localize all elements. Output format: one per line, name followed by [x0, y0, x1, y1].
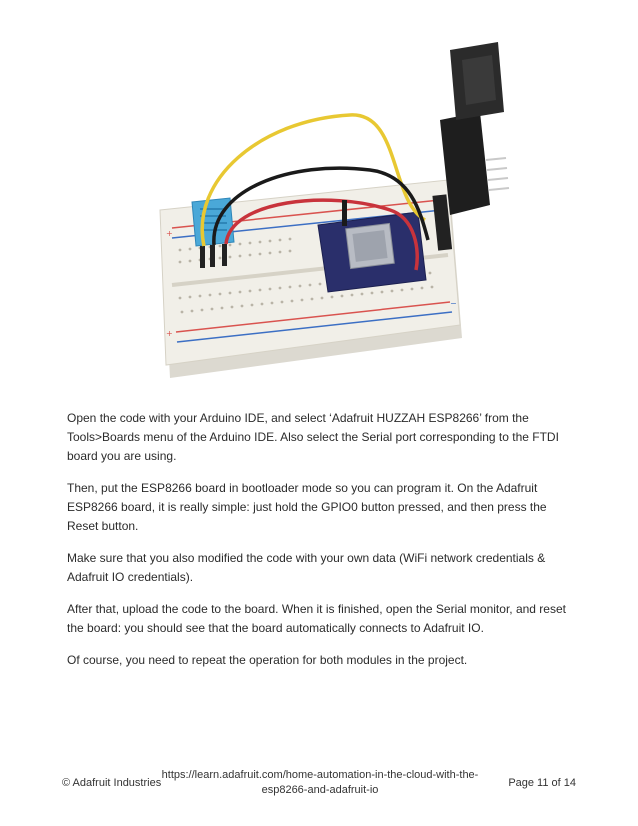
svg-text:+: +: [166, 229, 173, 238]
paragraph-upload: After that, upload the code to the board. When it is finished, open the Serial monitor, and reset the board: you should see that the board automatically connects to Adafruit IO.: [67, 602, 566, 635]
paragraph-credentials: Make sure that you also modified the code with your own data (WiFi network credentials & Adafruit IO credentials).: [67, 551, 546, 584]
page-footer: [0, 768, 638, 808]
svg-text:+: +: [166, 329, 173, 338]
paragraph-bootloader: Then, put the ESP8266 board in bootloader mode so you can program it. On the Adafruit ESP8266 board, it is really simple: just hold the GPIO0 button pressed, and then press the Reset button.: [67, 481, 547, 533]
copyright-text: © Adafruit Industries: [62, 777, 162, 789]
article-body: [67, 409, 577, 683]
svg-text:−: −: [450, 299, 457, 308]
footer-url-line2: esp8266-and-adafruit-io: [261, 784, 379, 796]
footer-url-line1: https://learn.adafruit.com/home-automation-in-the-cloud-with-the-: [161, 769, 479, 781]
footer-url[interactable]: [160, 768, 480, 798]
paragraph-select-board: Open the code with your Arduino IDE, and select ‘Adafruit HUZZAH ESP8266’ from the Tools>Boards menu of the Arduino IDE. Also select the Serial port corresponding to the FTDI board you are using.: [67, 411, 559, 463]
paragraph-repeat: Of course, you need to repeat the operation for both modules in the project.: [67, 653, 468, 667]
page-number: Page 11 of 14: [508, 777, 576, 789]
breadboard-photo: [150, 40, 510, 385]
